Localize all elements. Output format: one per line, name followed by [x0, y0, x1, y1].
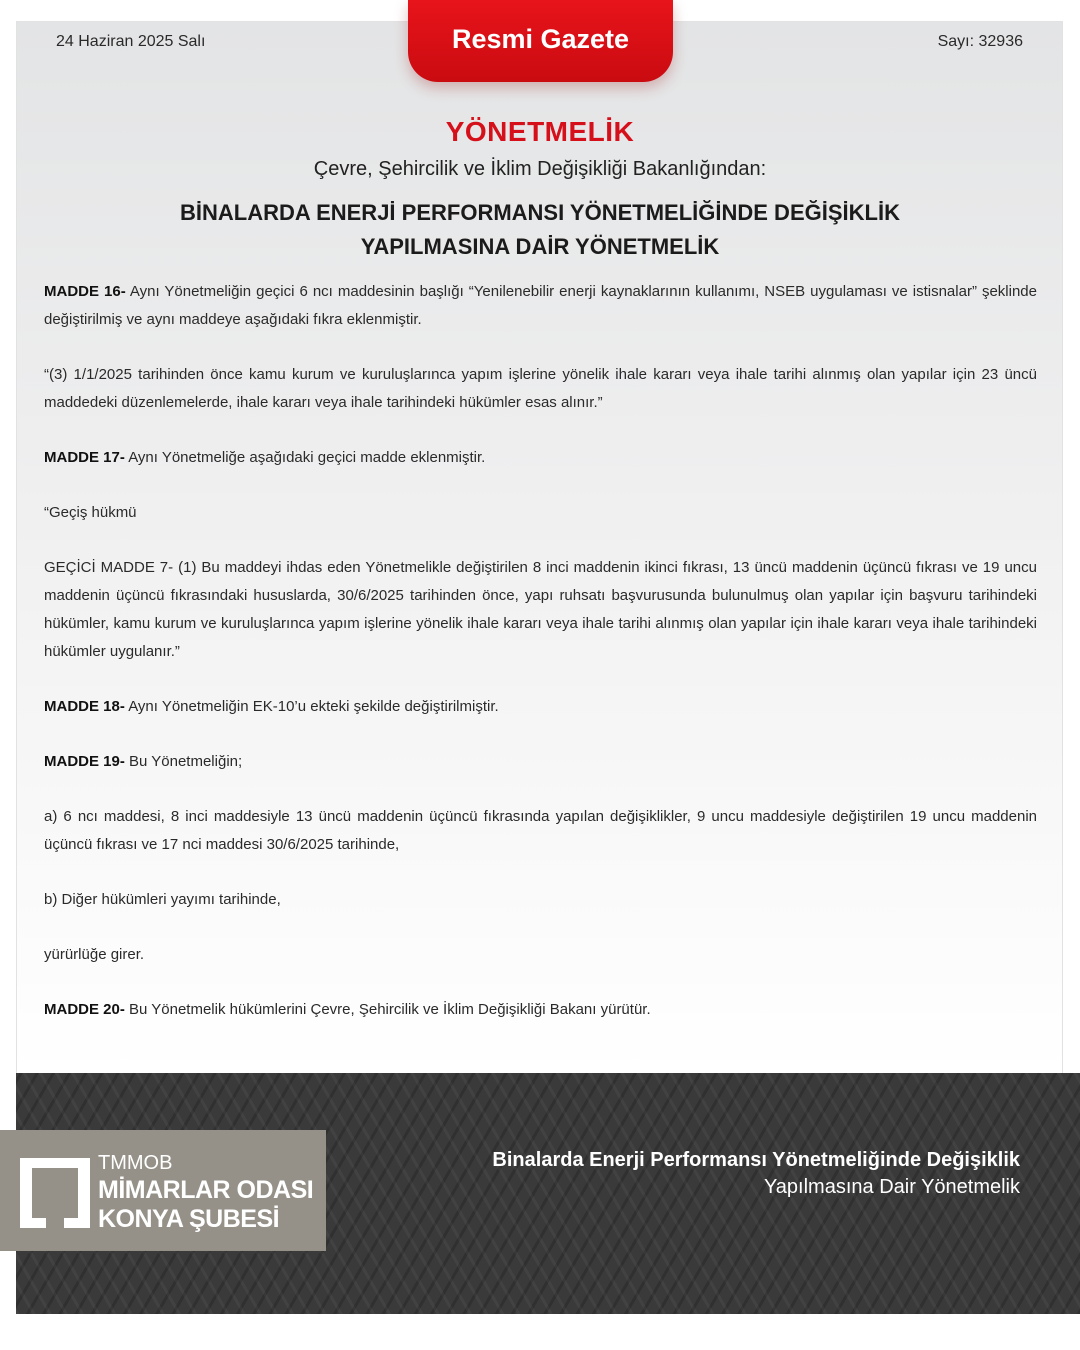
ministry-name: Çevre, Şehircilik ve İklim Değişikliği Bakanlığından: — [313, 158, 767, 180]
footer-title-line-2: Yapılmasına Dair Yönetmelik — [763, 1176, 1020, 1198]
title-line-1: BİNALARDA ENERJİ PERFORMANSI YÖNETMELİĞİNDE DEĞİŞİKLİK — [180, 200, 900, 225]
article-text: Bu Yönetmelik hükümlerini Çevre, Şehircilik ve İklim Değişikliği Bakanı yürütür. — [124, 1001, 651, 1018]
paragraph-fikra-3: “(3) 1/1/2025 tarihinden önce kamu kurum ve kuruluşlarınca yapım işlerine yönelik ihale kararı veya ihale tarihi alınmış olan yapılar için 23 üncü maddedeki düzenlemelerde, ihale kararı veya ihale tarihindeki hükümler esas alınır.” — [44, 366, 1037, 411]
publication-tab: Resmi Gazete — [408, 0, 673, 82]
org-name-line-2: KONYA ŞUBESİ — [98, 1205, 280, 1233]
paragraph-a: a) 6 ncı maddesi, 8 inci maddesiyle 13 üncü maddenin üçüncü fıkrasında yapılan değişiklikler, 9 uncu maddesiyle değiştirilen 19 uncu maddenin üçüncü fıkrası ve 17 nci maddesi 30/6/2025 tarihinde, — [44, 808, 1037, 853]
document-kind: YÖNETMELİK — [445, 116, 635, 147]
issue-number: Sayı: 32936 — [937, 33, 1023, 50]
org-abbrev: TMMOB — [98, 1152, 173, 1174]
bracket-logo-icon — [20, 1158, 90, 1228]
article-label: MADDE 20- — [44, 1001, 125, 1018]
footer-title-line-1: Binalarda Enerji Performansı Yönetmeliğinde Değişiklik — [492, 1149, 1020, 1171]
org-name — [98, 1176, 313, 1234]
paragraph-gecici-madde-7: GEÇİCİ MADDE 7- (1) Bu maddeyi ihdas eden Yönetmelikle değiştirilen 8 inci maddenin ikinci fıkrası, 13 üncü maddenin üçüncü fıkrası ve 19 uncu maddenin üçüncü fıkrasındaki hususlarda, 30/6/2025 tarihinden önce, yapı ruhsatı başvurusunda bulunulmuş olan yapılar için başvuru tarihindeki hükümler, kamu kurum ve kuruluşlarınca yapım işlerine yönelik ihale kararı veya ihale tarihi alınmış olan yapılar için ihale kararı veya ihale tarihindeki hükümler uygulanır.” — [44, 559, 1037, 660]
article-label: MADDE 19- — [44, 753, 125, 770]
title-line-2: YAPILMASINA DAİR YÖNETMELİK — [360, 234, 720, 259]
article-label: MADDE 17- — [44, 449, 125, 466]
article-label: MADDE 16- — [44, 283, 126, 300]
article-text: Aynı Yönetmeliğin EK-10’u ekteki şekilde değiştirilmiştir. — [124, 698, 499, 715]
article-text: Aynı Yönetmeliğe aşağıdaki geçici madde eklenmiştir. — [124, 449, 486, 466]
publication-date: 24 Haziran 2025 Salı — [56, 33, 206, 50]
org-name-line-1: MİMARLAR ODASI — [98, 1176, 314, 1204]
article-19 — [44, 748, 1037, 776]
article-text: Bu Yönetmeliğin; — [124, 753, 243, 770]
paragraph-gecis: “Geçiş hükmü — [44, 504, 137, 521]
article-18 — [44, 693, 1037, 721]
article-text: Aynı Yönetmeliğin geçici 6 ncı maddesinin başlığı “Yenilenebilir enerji kaynaklarının kullanımı, NSEB uygulaması ve istisnalar” şeklinde değiştirilmiş ve aynı maddeye aşağıdaki fıkra eklenmiştir. — [44, 283, 1037, 328]
document-title — [0, 196, 1080, 264]
paragraph-b: b) Diğer hükümleri yayımı tarihinde, — [44, 891, 281, 908]
article-20 — [44, 996, 1037, 1024]
article-16 — [44, 278, 1037, 334]
paragraph-yururluk: yürürlüğe girer. — [44, 946, 145, 963]
document-body — [44, 278, 1037, 1051]
article-17 — [44, 444, 1037, 472]
article-label: MADDE 18- — [44, 698, 125, 715]
